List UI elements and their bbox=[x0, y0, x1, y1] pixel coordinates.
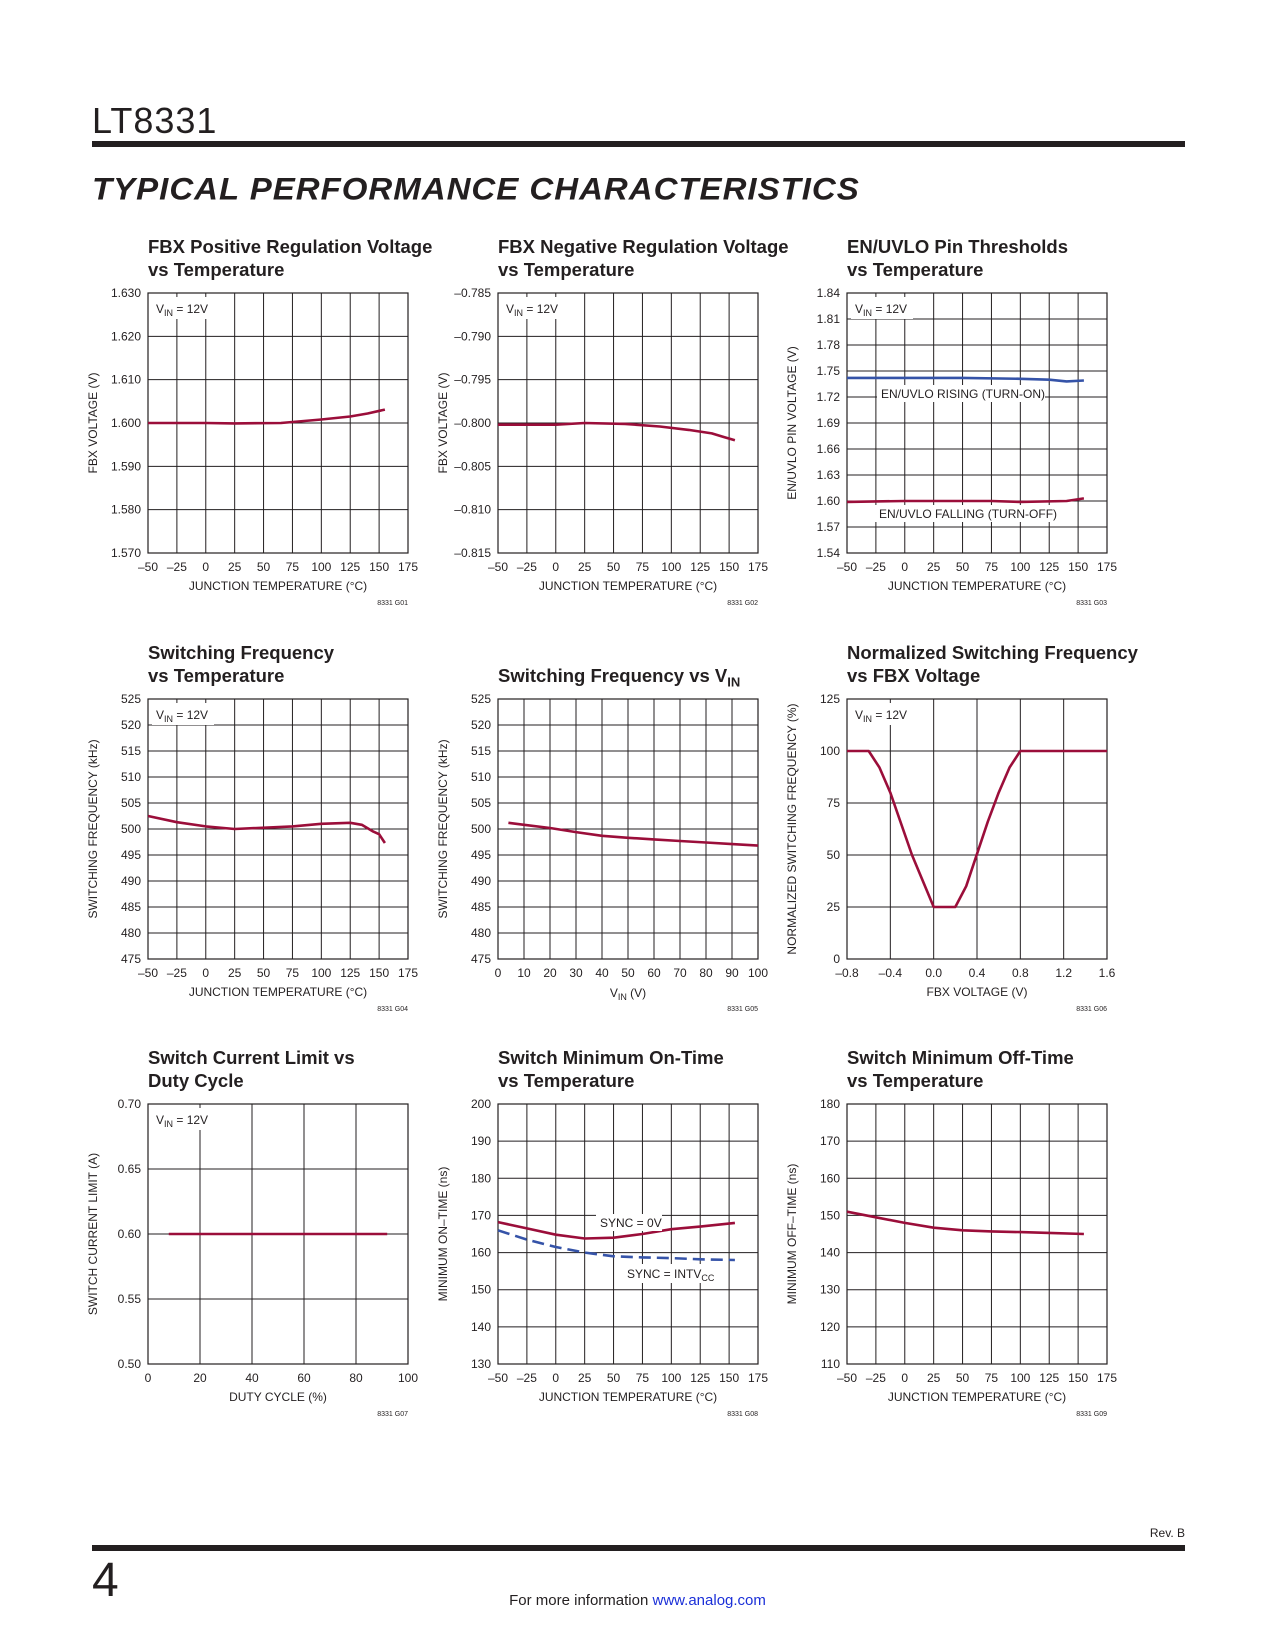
y-tick-label: 1.590 bbox=[110, 459, 141, 474]
y-axis-label: MINIMUM OFF–TIME (ns) bbox=[785, 1163, 799, 1305]
chart-title-g03 bbox=[847, 235, 1068, 281]
x-tick-label: 125 bbox=[340, 560, 361, 574]
condition-label: $V_{IN} = 12V$ bbox=[855, 708, 908, 724]
y-tick-label: 480 bbox=[470, 926, 491, 940]
x-tick-label: –50 bbox=[137, 560, 159, 574]
y-axis-label: FBX VOLTAGE (V) bbox=[436, 372, 450, 474]
y-tick-label: 1.610 bbox=[110, 372, 141, 387]
y-tick-label: 75 bbox=[826, 796, 840, 810]
x-tick-label: 175 bbox=[397, 560, 419, 574]
figure-code: 8331 G06 bbox=[1076, 1006, 1107, 1013]
x-tick-label: 125 bbox=[1039, 560, 1060, 574]
y-axis-label: SWITCH CURRENT LIMIT (A) bbox=[86, 1152, 100, 1316]
y-tick-label: –0.800 bbox=[454, 416, 491, 430]
chart-g05 bbox=[436, 692, 769, 1013]
y-tick-label: 1.580 bbox=[110, 502, 141, 517]
x-tick-label: 50 bbox=[955, 1371, 970, 1385]
x-tick-label: 25 bbox=[926, 560, 941, 574]
figure-code: 8331 G08 bbox=[727, 1411, 758, 1418]
y-tick-label: –0.795 bbox=[454, 372, 491, 387]
y-tick-label: 1.60 bbox=[816, 494, 840, 508]
y-tick-label: 1.570 bbox=[110, 546, 141, 560]
x-tick-label: 0.0 bbox=[925, 966, 943, 980]
y-tick-label: 480 bbox=[120, 926, 141, 940]
y-tick-label: 510 bbox=[120, 770, 141, 784]
chart-title-line2: vs Temperature bbox=[847, 259, 984, 280]
y-tick-label: 490 bbox=[470, 874, 491, 888]
y-tick-label: 170 bbox=[470, 1208, 491, 1223]
x-tick-label: 150 bbox=[719, 1371, 740, 1385]
figure-code: 8331 G04 bbox=[377, 1006, 408, 1013]
x-tick-label: –25 bbox=[516, 1371, 537, 1385]
y-tick-label: 1.630 bbox=[110, 286, 141, 300]
y-tick-label: 505 bbox=[470, 796, 491, 810]
x-tick-label: –50 bbox=[836, 560, 858, 574]
y-tick-label: 180 bbox=[819, 1097, 840, 1111]
chart-title-subscript: IN bbox=[727, 674, 741, 690]
x-tick-label: 75 bbox=[984, 560, 999, 574]
condition-label: $V_{IN} = 12V$ bbox=[855, 302, 908, 318]
condition-label: $V_{IN} = 12V$ bbox=[156, 1113, 209, 1129]
x-axis-label: FBX VOLTAGE (V) bbox=[926, 985, 1028, 999]
x-tick-label: 175 bbox=[1096, 1371, 1118, 1385]
x-tick-label: 90 bbox=[725, 966, 739, 980]
x-tick-label: 40 bbox=[595, 966, 609, 980]
chart-title-line1: Normalized Switching Frequency bbox=[847, 642, 1138, 663]
y-tick-label: 0.55 bbox=[117, 1292, 141, 1306]
x-tick-label: 100 bbox=[397, 1371, 419, 1385]
chart-title-g07 bbox=[148, 1046, 355, 1092]
y-tick-label: 520 bbox=[120, 718, 141, 732]
x-tick-label: –0.8 bbox=[835, 966, 859, 980]
x-axis-label: JUNCTION TEMPERATURE (°C) bbox=[188, 985, 368, 999]
chart-title-line1: FBX Negative Regulation Voltage bbox=[498, 236, 789, 257]
y-axis-label: SWITCHING FREQUENCY (kHz) bbox=[436, 739, 450, 919]
y-tick-label: 1.69 bbox=[816, 416, 840, 430]
x-tick-label: 20 bbox=[193, 1371, 207, 1385]
x-tick-label: 40 bbox=[245, 1371, 259, 1385]
y-tick-label: 150 bbox=[819, 1208, 840, 1223]
y-tick-label: 1.84 bbox=[816, 286, 840, 300]
chart-title-g06 bbox=[847, 641, 1138, 687]
chart-g01 bbox=[86, 286, 419, 607]
y-tick-label: 510 bbox=[470, 770, 491, 784]
x-tick-label: –25 bbox=[865, 1371, 886, 1385]
x-tick-label: 50 bbox=[955, 560, 970, 574]
series-line-2 bbox=[847, 498, 1084, 502]
x-tick-label: 1.2 bbox=[1055, 966, 1073, 980]
chart-title-line1: Switch Current Limit vs bbox=[148, 1047, 355, 1068]
x-tick-label: 0 bbox=[202, 560, 210, 574]
chart-title-g04 bbox=[148, 641, 334, 687]
x-tick-label: 100 bbox=[311, 966, 332, 980]
chart-title-line1: EN/UVLO Pin Thresholds bbox=[847, 236, 1068, 257]
annotation-rising: EN/UVLO RISING (TURN-ON) bbox=[881, 387, 1046, 401]
y-tick-label: 0.50 bbox=[117, 1357, 141, 1371]
annotation-falling: EN/UVLO FALLING (TURN-OFF) bbox=[879, 507, 1058, 521]
y-tick-label: 0 bbox=[833, 952, 840, 966]
chart-title-line1: Switching Frequency vs V bbox=[498, 665, 728, 686]
chart-g02 bbox=[436, 286, 769, 607]
chart-title-line2: vs Temperature bbox=[847, 1070, 984, 1091]
annotation-sync-0v: SYNC = 0V bbox=[600, 1216, 662, 1230]
y-tick-label: 0.70 bbox=[117, 1097, 141, 1111]
x-tick-label: –0.4 bbox=[878, 966, 903, 980]
condition-label: $V_{IN} = 12V$ bbox=[156, 302, 209, 318]
x-tick-label: 150 bbox=[369, 966, 390, 980]
x-tick-label: 80 bbox=[699, 966, 713, 980]
y-tick-label: 500 bbox=[120, 822, 141, 836]
condition-label: $V_{IN} = 12V$ bbox=[156, 708, 209, 724]
y-tick-label: 475 bbox=[470, 952, 491, 966]
x-tick-label: 125 bbox=[690, 1371, 711, 1385]
y-axis-label: SWITCHING FREQUENCY (kHz) bbox=[86, 739, 100, 919]
x-tick-label: –25 bbox=[166, 560, 187, 574]
x-tick-label: 75 bbox=[635, 560, 650, 574]
y-tick-label: –0.810 bbox=[454, 502, 491, 517]
x-tick-label: 75 bbox=[984, 1371, 999, 1385]
x-tick-label: 150 bbox=[1068, 1371, 1089, 1385]
x-tick-label: 60 bbox=[647, 966, 661, 980]
x-axis-label: JUNCTION TEMPERATURE (°C) bbox=[887, 1390, 1067, 1404]
x-tick-label: 175 bbox=[1096, 560, 1118, 574]
x-tick-label: 70 bbox=[673, 966, 687, 980]
y-tick-label: 150 bbox=[470, 1282, 491, 1297]
x-tick-label: 50 bbox=[606, 1371, 621, 1385]
x-tick-label: 30 bbox=[569, 966, 583, 980]
x-tick-label: 0 bbox=[901, 560, 909, 574]
y-tick-label: 1.620 bbox=[110, 329, 141, 344]
y-tick-label: 1.66 bbox=[816, 442, 840, 456]
series-line-1 bbox=[148, 410, 385, 424]
y-tick-label: 1.72 bbox=[816, 390, 840, 404]
x-tick-label: 150 bbox=[369, 560, 390, 574]
y-tick-label: 505 bbox=[120, 796, 141, 810]
y-tick-label: 525 bbox=[120, 692, 141, 706]
chart-title-line1: FBX Positive Regulation Voltage bbox=[148, 236, 433, 257]
y-tick-label: 490 bbox=[120, 874, 141, 888]
y-axis-label: MINIMUM ON–TIME (ns) bbox=[436, 1166, 450, 1302]
footer-info-text: For more information bbox=[509, 1592, 649, 1609]
figure-code: 8331 G09 bbox=[1076, 1411, 1107, 1418]
y-tick-label: 475 bbox=[120, 952, 141, 966]
x-tick-label: 100 bbox=[661, 1371, 682, 1385]
x-tick-label: 150 bbox=[719, 560, 740, 574]
y-tick-label: 110 bbox=[820, 1357, 840, 1371]
header-rule bbox=[92, 141, 1185, 147]
series-line-2 bbox=[498, 1230, 735, 1260]
chart-title-g05 bbox=[498, 664, 740, 694]
x-axis-label: $V_{IN}$ (V) bbox=[609, 986, 647, 1002]
condition-label: $V_{IN} = 12V$ bbox=[506, 302, 559, 318]
y-tick-label: 495 bbox=[120, 848, 141, 862]
chart-title-line2: Duty Cycle bbox=[148, 1070, 244, 1091]
y-tick-label: 140 bbox=[819, 1245, 840, 1260]
figure-code: 8331 G07 bbox=[377, 1411, 408, 1418]
x-tick-label: –50 bbox=[487, 560, 509, 574]
chart-title-line2: vs Temperature bbox=[148, 259, 285, 280]
y-tick-label: 525 bbox=[470, 692, 491, 706]
y-tick-label: 180 bbox=[470, 1171, 491, 1186]
x-tick-label: 75 bbox=[635, 1371, 650, 1385]
x-axis-label: JUNCTION TEMPERATURE (°C) bbox=[538, 1390, 718, 1404]
x-tick-label: –50 bbox=[137, 966, 159, 980]
y-tick-label: 160 bbox=[470, 1245, 491, 1260]
x-axis-label: JUNCTION TEMPERATURE (°C) bbox=[538, 579, 718, 593]
x-tick-label: –25 bbox=[865, 560, 886, 574]
y-tick-label: 495 bbox=[470, 848, 491, 862]
y-tick-label: –0.815 bbox=[454, 546, 491, 560]
revision-label: Rev. B bbox=[1149, 1526, 1185, 1540]
x-tick-label: 50 bbox=[621, 966, 635, 980]
x-tick-label: 100 bbox=[1010, 560, 1031, 574]
chart-title-g09 bbox=[847, 1046, 1074, 1092]
x-tick-label: –50 bbox=[487, 1371, 509, 1385]
y-tick-label: 1.75 bbox=[816, 364, 840, 378]
y-tick-label: 160 bbox=[819, 1171, 840, 1186]
series-line-1 bbox=[847, 378, 1084, 382]
x-tick-label: 25 bbox=[577, 1371, 592, 1385]
y-tick-label: 50 bbox=[826, 848, 840, 862]
x-tick-label: 1.6 bbox=[1098, 966, 1116, 980]
annotation-sync-intvcc: SYNC = $INTV_{CC}$ bbox=[627, 1267, 715, 1283]
chart-title-g02 bbox=[498, 235, 789, 281]
x-tick-label: 0 bbox=[494, 966, 502, 980]
x-tick-label: –50 bbox=[836, 1371, 858, 1385]
x-tick-label: 150 bbox=[1068, 560, 1089, 574]
x-tick-label: 10 bbox=[517, 966, 531, 980]
x-tick-label: 100 bbox=[311, 560, 332, 574]
y-tick-label: 190 bbox=[470, 1134, 491, 1149]
page-number: 4 bbox=[92, 1554, 119, 1607]
chart-title-line1: Switch Minimum On-Time bbox=[498, 1047, 724, 1068]
y-tick-label: 0.65 bbox=[117, 1162, 141, 1176]
chart-title-line2: vs Temperature bbox=[148, 665, 285, 686]
x-tick-label: 25 bbox=[227, 560, 242, 574]
x-tick-label: 25 bbox=[227, 966, 242, 980]
footer-link[interactable]: www.analog.com bbox=[652, 1592, 766, 1609]
x-tick-label: 25 bbox=[926, 1371, 941, 1385]
chart-g03 bbox=[785, 286, 1118, 607]
y-tick-label: 485 bbox=[120, 900, 141, 914]
x-tick-label: 80 bbox=[349, 1371, 363, 1385]
x-tick-label: 125 bbox=[340, 966, 361, 980]
x-tick-label: 175 bbox=[397, 966, 419, 980]
figure-code: 8331 G03 bbox=[1076, 600, 1107, 607]
chart-title-line2: vs FBX Voltage bbox=[847, 665, 981, 686]
y-tick-label: 25 bbox=[826, 900, 840, 914]
chart-g09 bbox=[785, 1097, 1118, 1418]
x-tick-label: –25 bbox=[166, 966, 187, 980]
section-title: TYPICAL PERFORMANCE CHARACTERISTICS bbox=[92, 170, 860, 207]
chart-title-line2: vs Temperature bbox=[498, 1070, 635, 1091]
y-tick-label: –0.790 bbox=[454, 329, 491, 344]
series-line-1 bbox=[498, 423, 735, 440]
y-axis-label: FBX VOLTAGE (V) bbox=[86, 372, 100, 474]
y-tick-label: 500 bbox=[470, 822, 491, 836]
y-tick-label: 100 bbox=[819, 744, 840, 758]
y-tick-label: 515 bbox=[120, 744, 141, 758]
x-tick-label: 175 bbox=[747, 1371, 769, 1385]
x-tick-label: 0 bbox=[144, 1371, 152, 1385]
figure-code: 8331 G02 bbox=[727, 600, 758, 607]
x-tick-label: 60 bbox=[297, 1371, 311, 1385]
chart-title-line1: Switching Frequency bbox=[148, 642, 335, 663]
x-tick-label: 125 bbox=[1039, 1371, 1060, 1385]
x-tick-label: 75 bbox=[285, 966, 300, 980]
x-tick-label: 175 bbox=[747, 560, 769, 574]
x-tick-label: 100 bbox=[747, 966, 769, 980]
x-tick-label: 0 bbox=[552, 1371, 560, 1385]
y-tick-label: 520 bbox=[470, 718, 491, 732]
plot-frame bbox=[498, 1104, 758, 1364]
y-tick-label: 1.78 bbox=[816, 338, 840, 352]
x-tick-label: 0 bbox=[901, 1371, 909, 1385]
y-axis-label: NORMALIZED SWITCHING FREQUENCY (%) bbox=[785, 703, 799, 955]
x-axis-label: JUNCTION TEMPERATURE (°C) bbox=[887, 579, 1067, 593]
y-tick-label: 1.57 bbox=[816, 520, 840, 534]
part-number: LT8331 bbox=[92, 100, 218, 141]
x-tick-label: 50 bbox=[256, 966, 271, 980]
y-tick-label: 1.81 bbox=[816, 312, 840, 326]
x-tick-label: 0 bbox=[202, 966, 210, 980]
x-axis-label: JUNCTION TEMPERATURE (°C) bbox=[188, 579, 368, 593]
series-line-1 bbox=[508, 823, 758, 846]
x-tick-label: 50 bbox=[256, 560, 271, 574]
x-axis-label: DUTY CYCLE (%) bbox=[229, 1390, 327, 1404]
chart-title-g08 bbox=[498, 1046, 724, 1092]
y-tick-label: 130 bbox=[819, 1282, 840, 1297]
figure-code: 8331 G05 bbox=[727, 1006, 758, 1013]
chart-g04 bbox=[86, 692, 419, 1013]
y-tick-label: 0.60 bbox=[117, 1227, 141, 1241]
x-tick-label: 75 bbox=[285, 560, 300, 574]
x-tick-label: 100 bbox=[661, 560, 682, 574]
x-tick-label: 50 bbox=[606, 560, 621, 574]
chart-g08 bbox=[436, 1097, 769, 1418]
y-tick-label: –0.785 bbox=[454, 286, 491, 300]
y-tick-label: 1.54 bbox=[816, 546, 840, 560]
x-tick-label: 20 bbox=[543, 966, 557, 980]
y-tick-label: 130 bbox=[470, 1357, 491, 1371]
x-tick-label: 125 bbox=[690, 560, 711, 574]
footer-info bbox=[0, 1592, 1275, 1609]
y-tick-label: 485 bbox=[470, 900, 491, 914]
chart-title-line1: Switch Minimum Off-Time bbox=[847, 1047, 1074, 1068]
chart-g06 bbox=[785, 692, 1116, 1013]
figure-code: 8331 G01 bbox=[377, 600, 408, 607]
y-tick-label: 140 bbox=[470, 1319, 491, 1334]
x-tick-label: 0 bbox=[552, 560, 560, 574]
x-tick-label: –25 bbox=[516, 560, 537, 574]
y-axis-label: EN/UVLO PIN VOLTAGE (V) bbox=[785, 346, 799, 500]
chart-title-g01 bbox=[148, 235, 432, 281]
chart-g07 bbox=[86, 1097, 419, 1418]
y-tick-label: 200 bbox=[470, 1097, 491, 1111]
x-tick-label: 25 bbox=[577, 560, 592, 574]
y-tick-label: 515 bbox=[470, 744, 491, 758]
x-tick-label: 100 bbox=[1010, 1371, 1031, 1385]
y-tick-label: 1.63 bbox=[816, 468, 840, 482]
y-tick-label: 120 bbox=[819, 1319, 840, 1334]
x-tick-label: 0.8 bbox=[1011, 966, 1029, 980]
y-tick-label: 170 bbox=[819, 1134, 840, 1149]
footer-rule bbox=[92, 1545, 1185, 1551]
x-tick-label: 0.4 bbox=[968, 966, 986, 980]
y-tick-label: 1.600 bbox=[110, 416, 141, 430]
chart-title-line2: vs Temperature bbox=[498, 259, 635, 280]
y-tick-label: 125 bbox=[819, 692, 840, 706]
y-tick-label: –0.805 bbox=[454, 459, 491, 474]
